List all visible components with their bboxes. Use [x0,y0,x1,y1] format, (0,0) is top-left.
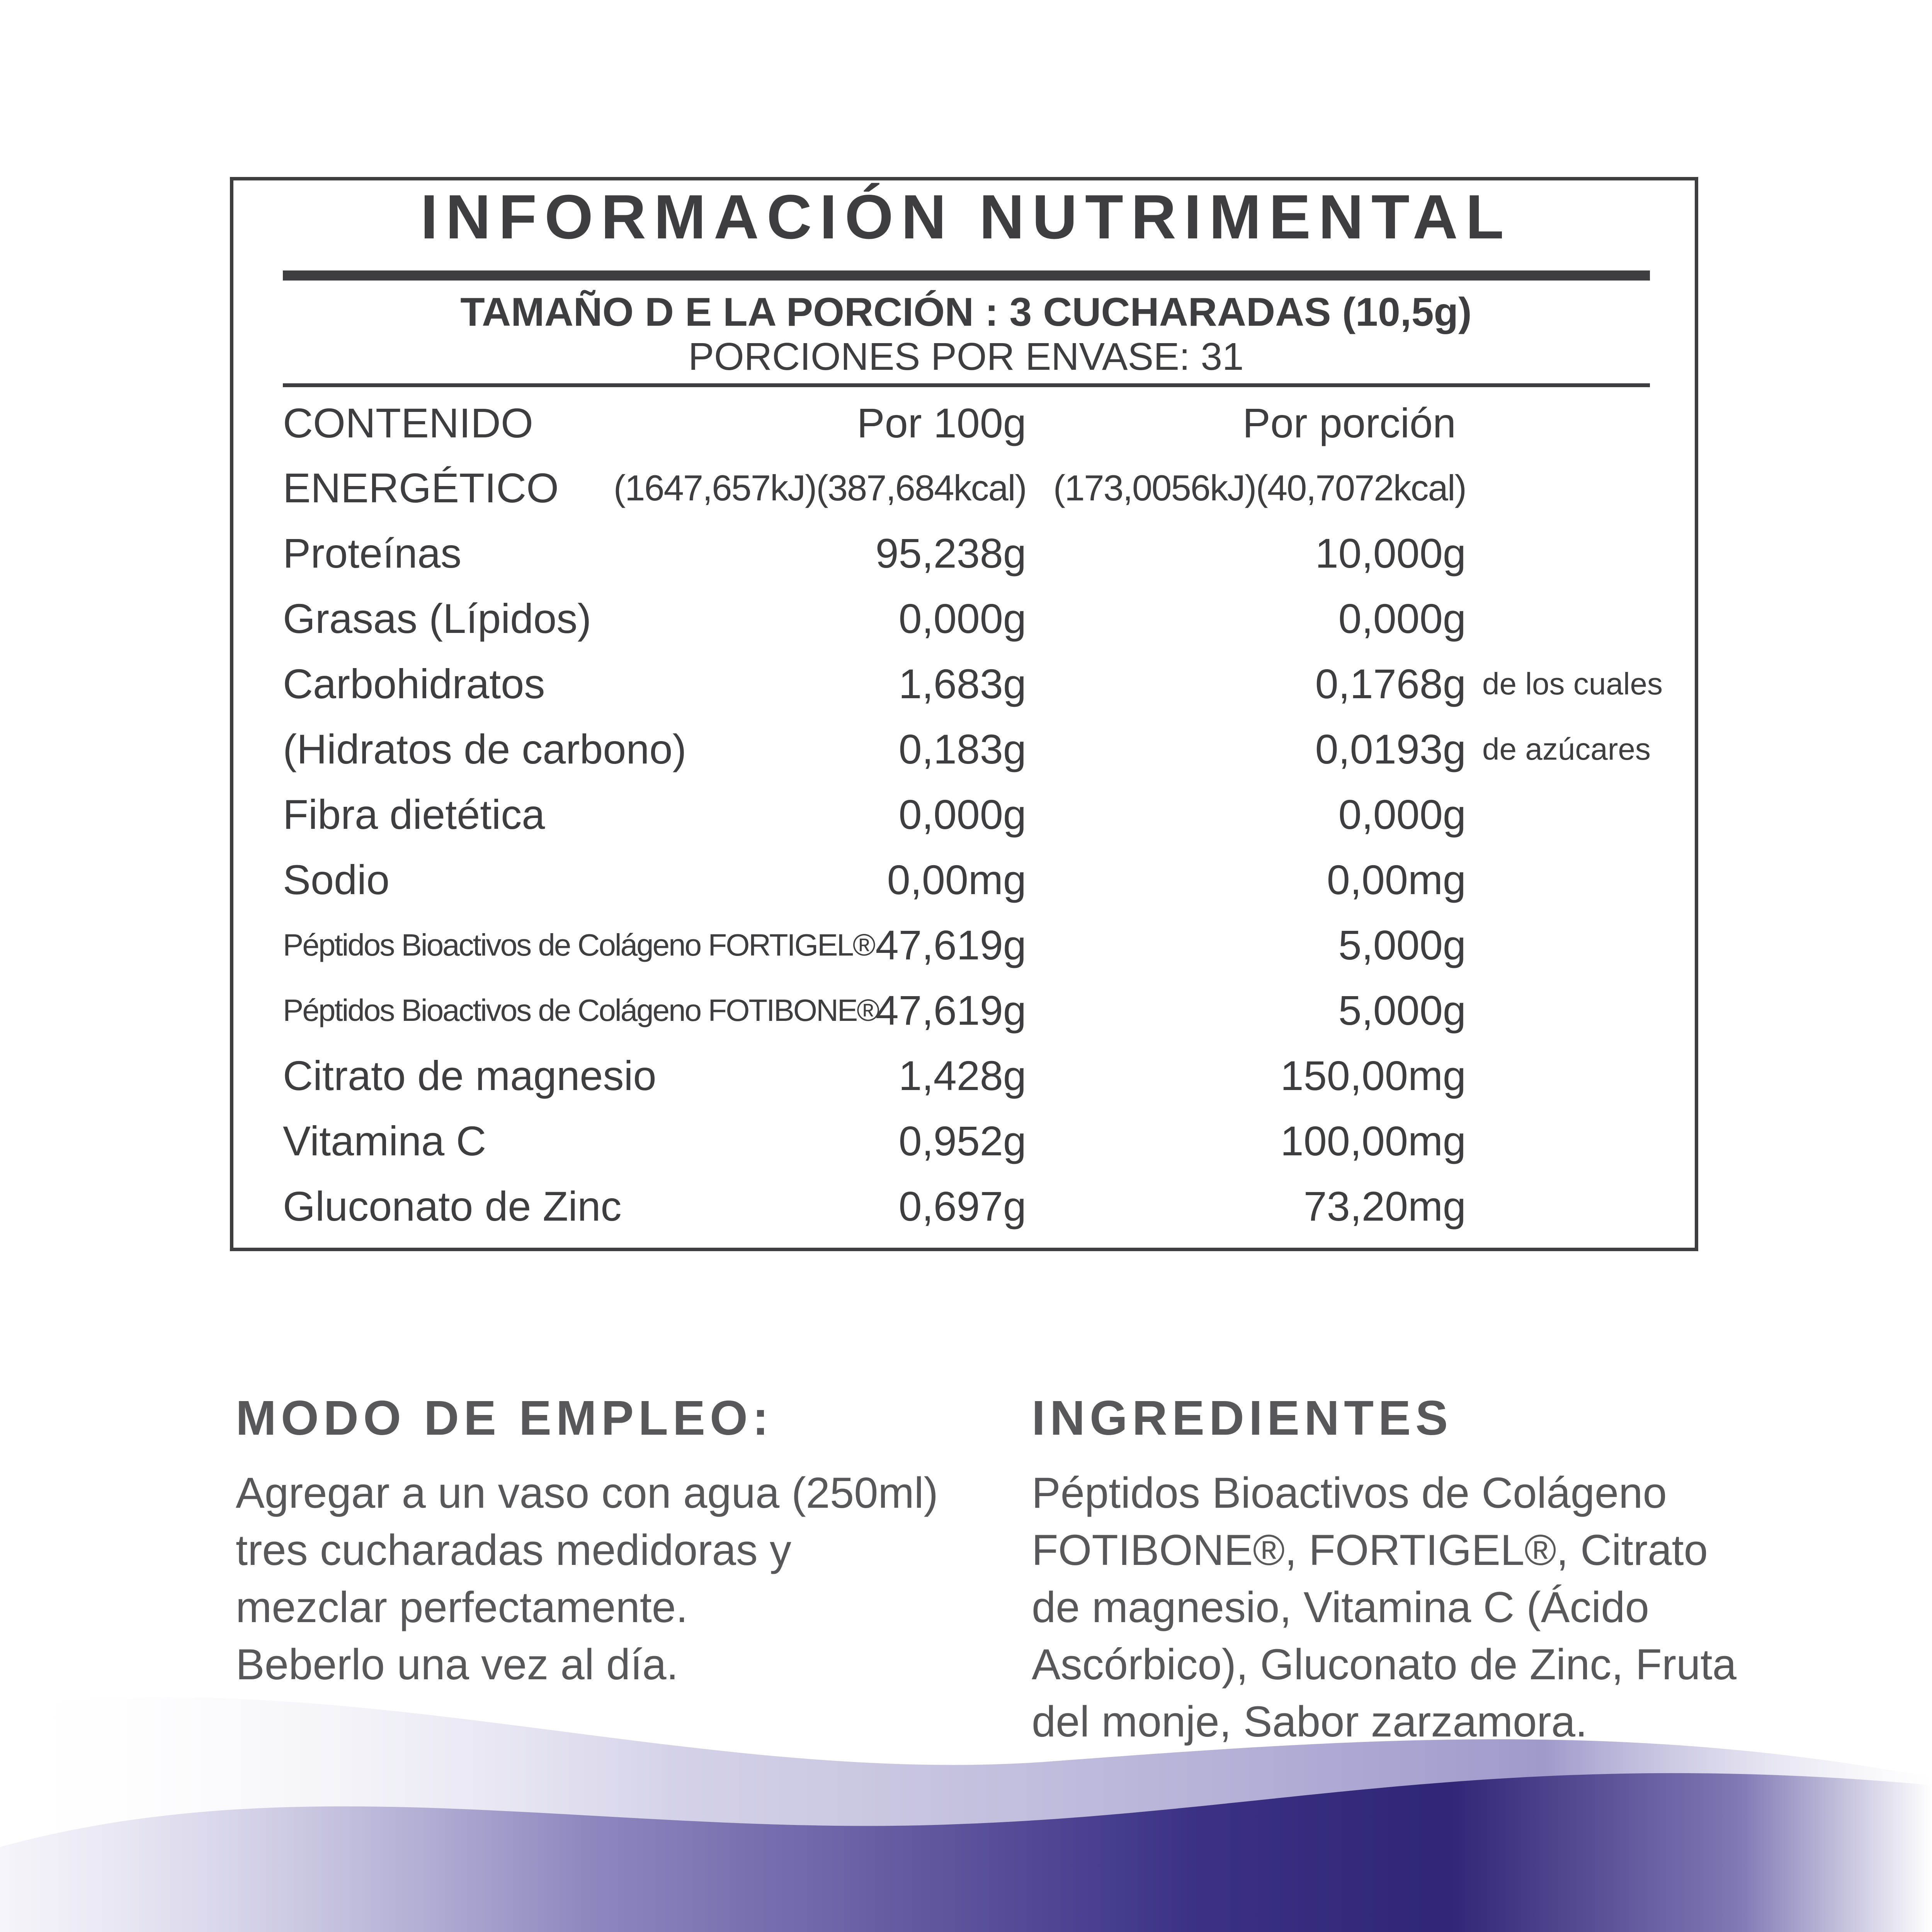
nutrient-per-100g: 0,183g [898,726,1026,772]
ingredients-title: INGREDIENTES [1032,1391,1453,1445]
nutrient-per-100g: 1,428g [898,1052,1026,1099]
nutrient-per-portion: 0,0193g [1315,726,1466,772]
nutrient-note: de los cuales [1482,667,1663,701]
nutrient-per-portion: 100,00mg [1280,1117,1466,1164]
column-header-content: CONTENIDO [283,400,533,446]
nutrient-per-100g: 0,000g [898,595,1026,642]
usage-text: Agregar a un vaso con agua (250ml) tres cucharadas medidoras y mezclar perfectamente. Beberlo una vez al día. [236,1469,938,1689]
serving-size: TAMAÑO D E LA PORCIÓN : 3 CUCHARADAS (10,5g) [460,290,1472,335]
energy-per-portion: (173,0056kJ)(40,7072kcal) [1053,468,1466,508]
nutrient-name: Péptidos Bioactivos de Colágeno FORTIGEL® [283,928,874,962]
ingredients-text: Péptidos Bioactivos de Colágeno FOTIBONE®, FORTIGEL®, Citrato de magnesio, Vitamina C (Ácido Ascórbico), Gluconato de Zinc, Fruta del monje, Sabor zarzamora. [1032,1469,1736,1746]
nutrient-name: Sodio [283,856,390,903]
nutrient-name: (Hidratos de carbono) [283,726,687,772]
nutrient-name: Citrato de magnesio [283,1052,656,1099]
nutrient-per-portion: 0,000g [1338,595,1466,642]
nutrient-per-portion: 10,000g [1315,530,1466,577]
nutrition-title: INFORMACIÓN NUTRIMENTAL [420,182,1512,252]
nutrient-per-100g: 0,000g [898,791,1026,838]
energy-label: ENERGÉTICO [283,464,559,511]
nutrient-name: Carbohidratos [283,660,545,707]
nutrient-per-portion: 150,00mg [1280,1052,1466,1099]
nutrient-per-portion: 5,000g [1338,987,1466,1034]
usage-title: MODO DE EMPLEO: [236,1391,774,1445]
nutrient-per-portion: 0,000g [1338,791,1466,838]
nutrient-per-100g: 0,952g [898,1117,1026,1164]
nutrient-name: Gluconato de Zinc [283,1183,622,1230]
nutrient-per-100g: 0,00mg [887,856,1026,903]
nutrient-name: Vitamina C [283,1117,486,1164]
nutrient-per-portion: 5,000g [1338,922,1466,968]
nutrient-per-100g: 95,238g [875,530,1026,577]
nutrient-per-portion: 73,20mg [1303,1183,1466,1230]
energy-per-100g: (1647,657kJ)(387,684kcal) [613,468,1026,508]
nutrient-per-100g: 1,683g [898,660,1026,707]
nutrient-name: Péptidos Bioactivos de Colágeno FOTIBONE® [283,993,879,1027]
nutrient-per-100g: 47,619g [875,987,1026,1034]
nutrient-name: Grasas (Lípidos) [283,595,592,642]
nutrient-per-portion: 0,1768g [1315,660,1466,707]
column-header-per-100g: Por 100g [857,400,1026,446]
nutrient-note: de azúcares [1482,732,1651,766]
column-header-per-portion: Por porción [1242,400,1456,446]
nutrient-per-portion: 0,00mg [1327,856,1466,903]
servings-per-container: PORCIONES POR ENVASE: 31 [688,335,1244,378]
nutrient-per-100g: 0,697g [898,1183,1026,1230]
serving-divider [283,383,1650,387]
nutrient-name: Fibra dietética [283,791,545,838]
nutrient-per-100g: 47,619g [875,922,1026,968]
title-divider [283,270,1650,281]
nutrient-name: Proteínas [283,530,462,577]
